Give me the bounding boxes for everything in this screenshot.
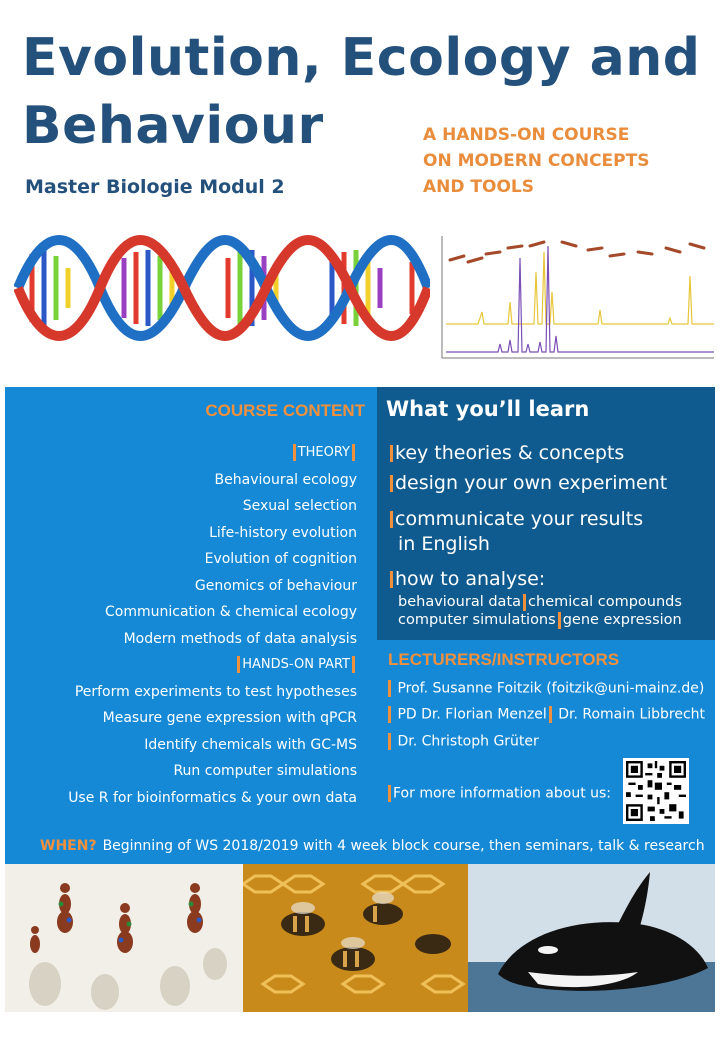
analyse-item: gene expression: [562, 612, 682, 628]
poster-subtitle: Master Biologie Modul 2: [25, 176, 285, 198]
when-label: WHEN?: [40, 838, 97, 854]
learn-item: in English: [398, 533, 490, 555]
bar-marker: [352, 444, 355, 461]
learn-item: [388, 471, 667, 496]
bees-photo: [243, 864, 468, 1012]
handson-label-text: HANDS-ON PART: [242, 657, 350, 672]
bar-marker: [390, 475, 393, 492]
tagline-line: AND TOOLS: [423, 177, 534, 197]
lecturer-row: [386, 680, 704, 697]
more-info: [386, 785, 611, 802]
list-item: Evolution of cognition: [204, 551, 357, 567]
lecturer-name: Dr. Christoph Grüter: [397, 733, 539, 750]
bar-marker: [390, 571, 393, 588]
list-item: Behavioural ecology: [214, 471, 357, 488]
when-row: [40, 838, 705, 854]
list-item: Perform experiments to test hypotheses: [74, 683, 357, 700]
tagline: [423, 122, 713, 200]
learn-heading: What you’ll learn: [386, 397, 590, 421]
analyse-row: [398, 593, 682, 612]
lecturer-row: [386, 733, 539, 750]
poster-title: Evolution, Ecology and Behaviour: [22, 28, 701, 156]
when-text: Beginning of WS 2018/2019 with 4 week block course, then seminars, talk & research: [102, 838, 705, 854]
learn-item-text: communicate your results: [395, 508, 644, 530]
analyse-item: chemical compounds: [528, 594, 682, 610]
learn-item: [388, 441, 624, 466]
analyse-item: computer simulations: [398, 612, 556, 628]
list-item: Run computer simulations: [173, 763, 357, 779]
bar-marker: [388, 706, 391, 723]
learn-item-text: how to analyse:: [395, 568, 546, 590]
list-item: Modern methods of data analysis: [123, 630, 357, 647]
theory-label: [27, 440, 357, 467]
ants-photo: [5, 864, 243, 1012]
bar-marker: [390, 445, 393, 462]
theory-label-text: THEORY: [297, 445, 350, 460]
analyse-item: behavioural data: [398, 594, 522, 610]
lecturer-name: Prof. Susanne Foitzik (foitzik@uni-mainz.de): [397, 680, 705, 697]
tagline-line: ON MODERN CONCEPTS: [423, 151, 650, 171]
learn-item-text: design your own experiment: [395, 472, 668, 494]
list-item: Genomics of behaviour: [194, 577, 357, 594]
bar-marker: [388, 785, 391, 802]
lecturer-name: PD Dr. Florian Menzel: [397, 706, 547, 723]
analyse-row: [398, 611, 682, 630]
list-item: Sexual selection: [242, 498, 357, 514]
dna-helix-image: [14, 232, 430, 344]
bar-marker: [558, 612, 561, 629]
learn-item: [388, 507, 643, 532]
lecturer-row: [386, 706, 705, 723]
bar-marker: [352, 656, 355, 673]
qr-code[interactable]: [623, 758, 689, 824]
course-list: [27, 440, 357, 811]
more-info-text: For more information about us:: [393, 785, 612, 802]
learn-item: [388, 567, 545, 592]
list-item: Use R for bioinformatics & your own data: [68, 789, 357, 806]
chromatogram-image: [438, 232, 716, 360]
orca-photo: [468, 864, 715, 1012]
list-item: Measure gene expression with qPCR: [102, 710, 357, 726]
list-item: Communication & chemical ecology: [105, 604, 357, 620]
bar-marker: [237, 656, 240, 673]
lecturers-heading: LECTURERS/INSTRUCTORS: [388, 650, 620, 669]
bar-marker: [390, 511, 393, 528]
course-content-heading: COURSE CONTENT: [205, 401, 365, 420]
tagline-line: A HANDS-ON COURSE: [423, 125, 630, 145]
bar-marker: [523, 594, 526, 611]
bar-marker: [388, 733, 391, 750]
bar-marker: [293, 444, 296, 461]
lecturer-name: Dr. Romain Libbrecht: [558, 706, 706, 723]
list-item: Life-history evolution: [209, 524, 357, 541]
handson-label: [27, 652, 357, 679]
learn-item-text: key theories & concepts: [395, 442, 625, 464]
bar-marker: [388, 680, 391, 697]
list-item: Identify chemicals with GC-MS: [144, 736, 357, 753]
bar-marker: [549, 706, 552, 723]
